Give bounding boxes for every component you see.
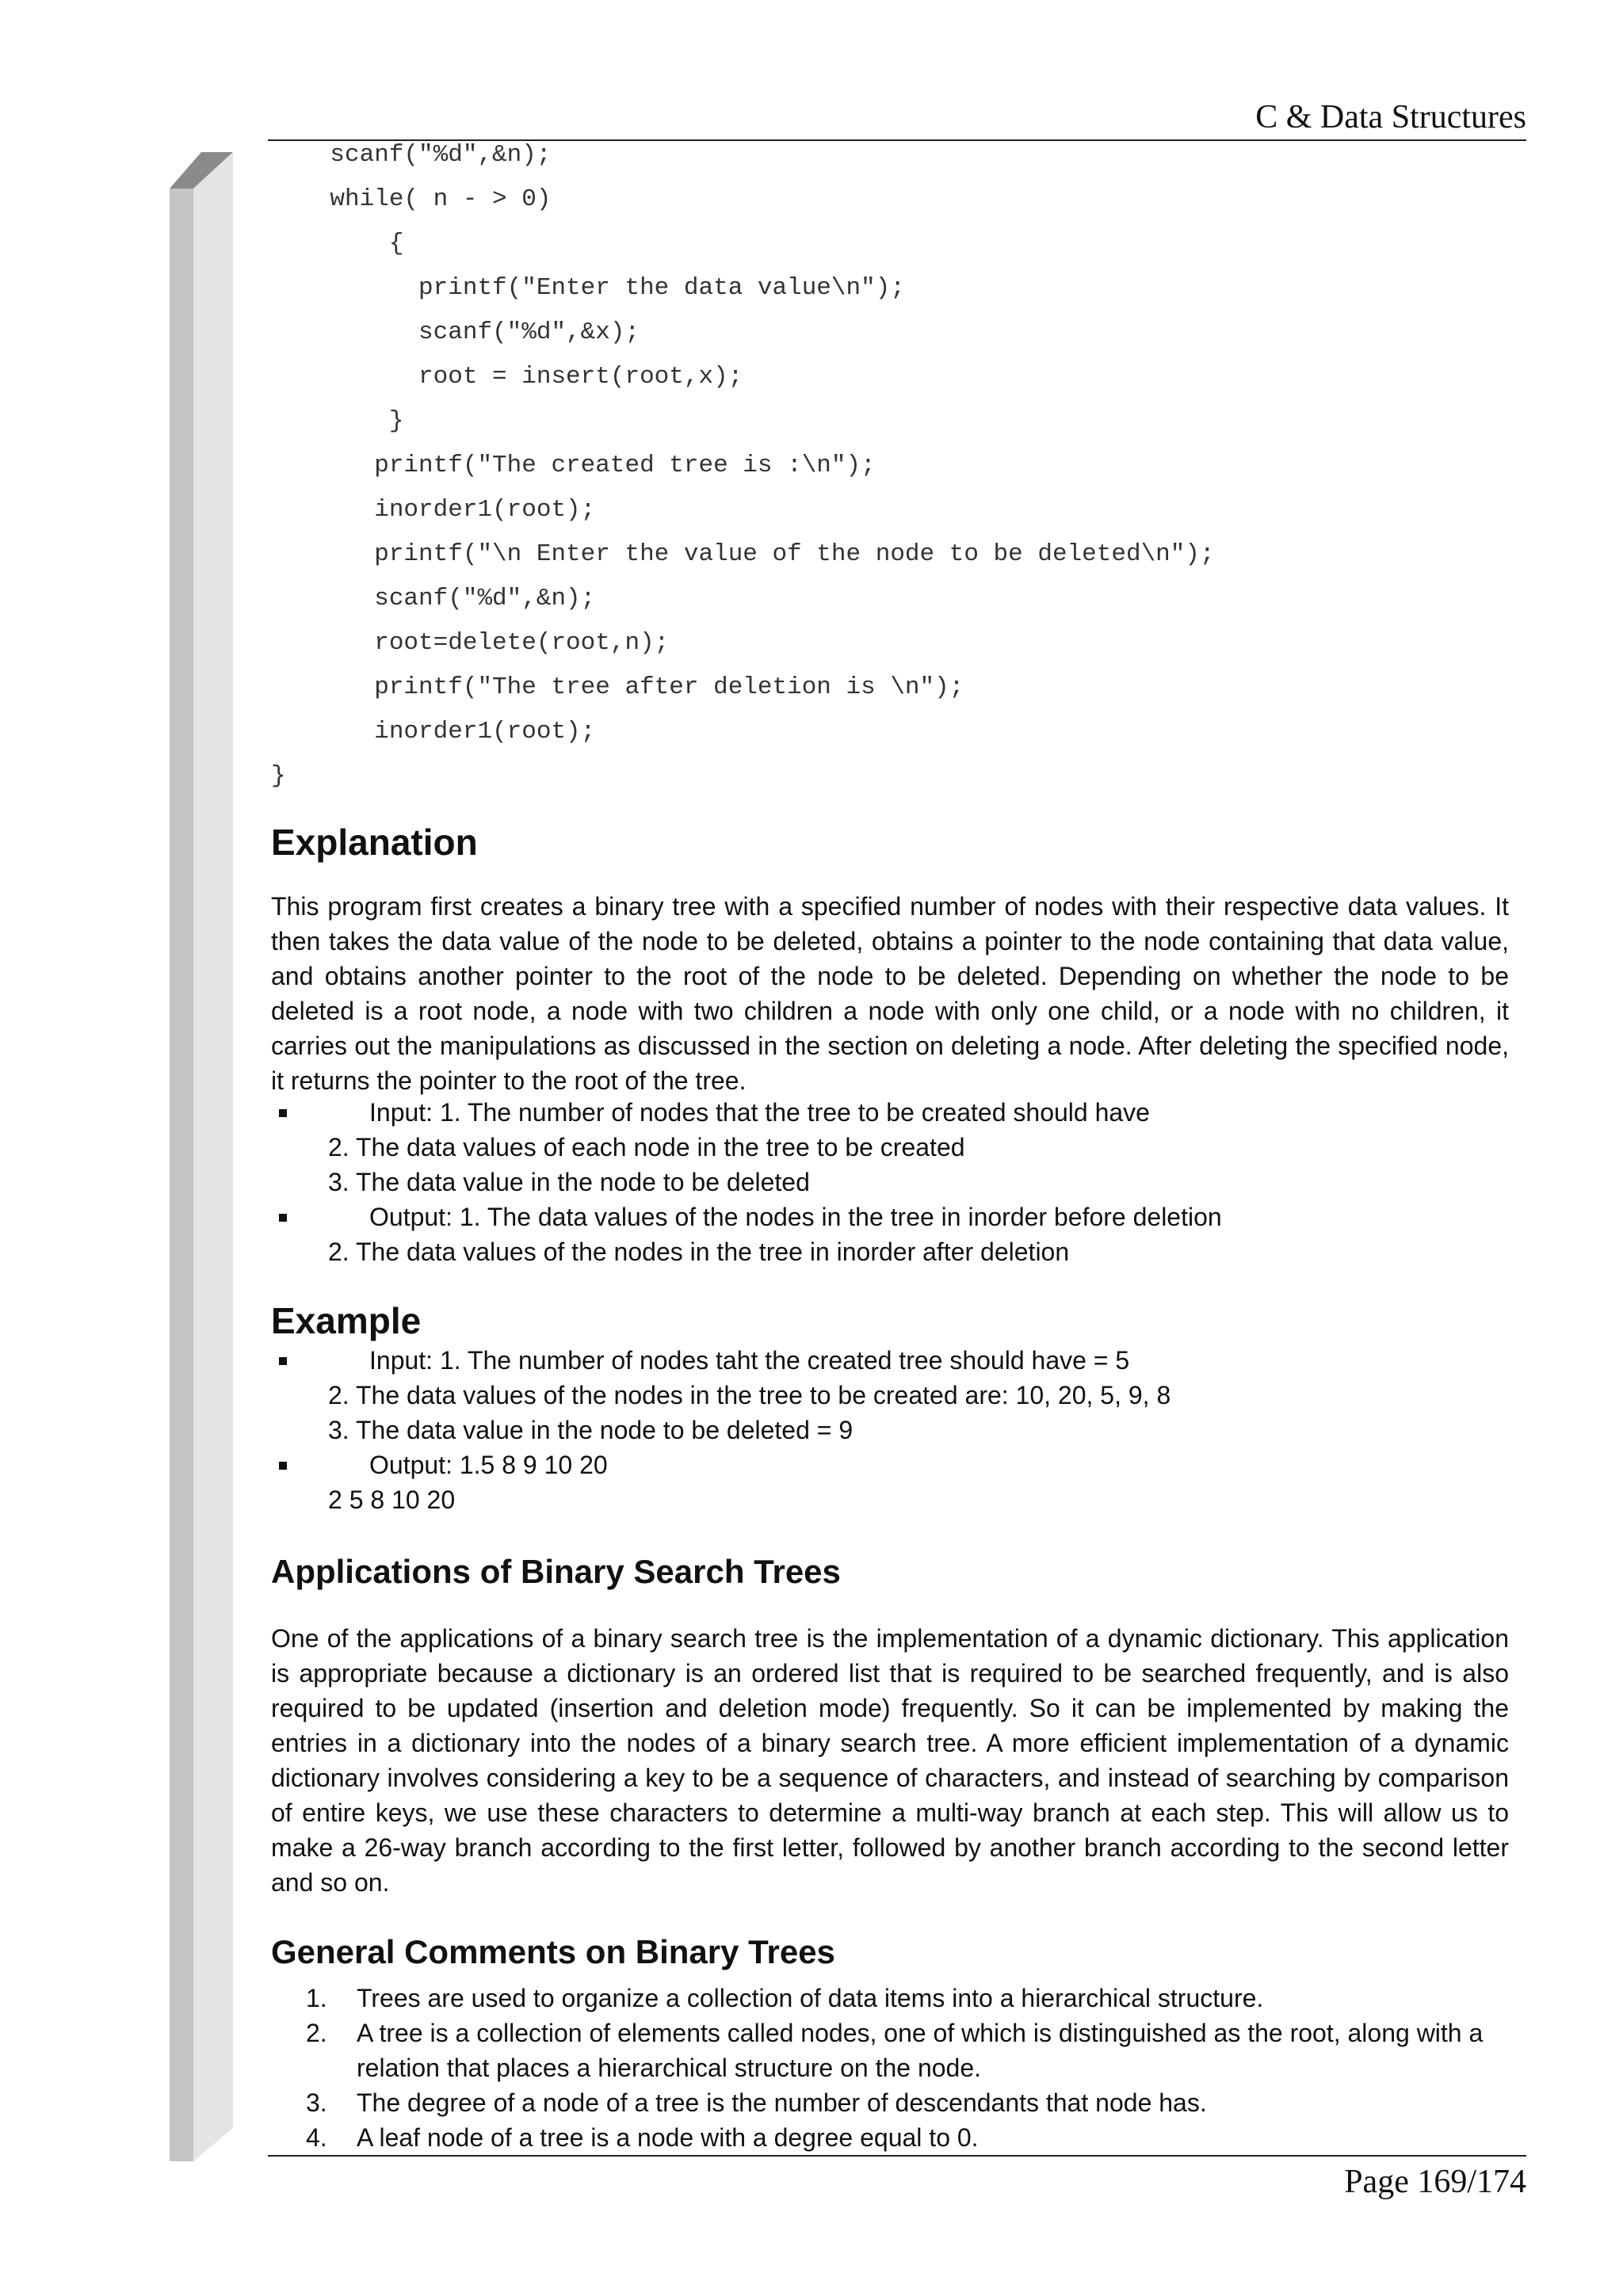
bullet-icon <box>279 1357 287 1365</box>
applications-heading: Applications of Binary Search Trees <box>271 1553 841 1590</box>
explanation-io-list <box>271 1095 1509 1269</box>
list-text: 2 5 8 10 20 <box>328 1486 456 1514</box>
item-number: 1. <box>306 1984 327 2012</box>
general-comments-heading: General Comments on Binary Trees <box>271 1933 835 1970</box>
list-item-input <box>271 1095 1509 1199</box>
list-item-output <box>271 1199 1509 1269</box>
item-number: 4. <box>306 2123 327 2152</box>
code-line: } <box>271 762 286 790</box>
numbered-item <box>271 1981 1509 2016</box>
list-item-input <box>271 1343 1509 1447</box>
code-block <box>271 133 1215 799</box>
list-text: 3. The data value in the node to be deleted = 9 <box>328 1416 854 1444</box>
page-number: Page 169/174 <box>1344 2164 1526 2200</box>
bullet-icon <box>279 1214 287 1222</box>
item-text: The degree of a node of a tree is the number of descendants that node has. <box>357 2088 1207 2117</box>
list-text: 2. The data values of each node in the tree to be created <box>328 1133 965 1161</box>
numbered-item <box>271 2120 1509 2155</box>
code-line: printf("\n Enter the value of the node to be deleted\n"); <box>271 540 1215 568</box>
item-text: A tree is a collection of elements called nodes, one of which is distinguished as the root, along with a relation that places a hierarchical structure on the node. <box>357 2019 1484 2082</box>
code-line: printf("The tree after deletion is \n"); <box>271 673 964 701</box>
explanation-heading: Explanation <box>271 822 478 863</box>
code-line: inorder1(root); <box>271 496 596 524</box>
side-decoration-bar <box>170 152 238 2161</box>
list-text: 2. The data values of the nodes in the tree to be created are: 10, 20, 5, 9, 8 <box>328 1381 1171 1409</box>
code-line: scanf("%d",&x); <box>271 318 640 346</box>
item-number: 3. <box>306 2088 327 2117</box>
code-line: printf("Enter the data value\n"); <box>271 274 905 302</box>
code-line: root=delete(root,n); <box>271 629 670 657</box>
list-text: Output: 1. The data values of the nodes in the tree in inorder before deletion <box>369 1203 1222 1231</box>
numbered-item <box>271 2085 1509 2120</box>
code-line: while( n - > 0) <box>271 185 552 213</box>
numbered-item <box>271 2016 1509 2085</box>
list-item-output <box>271 1447 1509 1517</box>
general-comments-list <box>271 1981 1509 2155</box>
list-text: 3. The data value in the node to be deleted <box>328 1168 810 1196</box>
applications-paragraph: One of the applications of a binary search tree is the implementation of a dynamic dictionary. This application is appropriate because a dictionary is an ordered list that is required to be searched frequently, and is also required to be updated (insertion and deletion mode) frequently. So it can be implemented by making the entries in a dictionary into the nodes of a binary search tree. A more efficient implementation of a dynamic dictionary involves considering a key to be a sequence of characters, and instead of searching by comparison of entire keys, we use these characters to determine a multi-way branch at each step. This will allow us to make a 26-way branch according to the first letter, followed by another branch according to the second letter and so on. <box>271 1624 1509 1897</box>
example-io-list <box>271 1343 1509 1517</box>
code-line: inorder1(root); <box>271 718 596 746</box>
example-heading: Example <box>271 1300 422 1341</box>
code-line: scanf("%d",&n); <box>271 585 596 612</box>
item-text: A leaf node of a tree is a node with a degree equal to 0. <box>357 2123 979 2152</box>
code-line: } <box>271 407 404 435</box>
bullet-icon <box>279 1462 287 1470</box>
code-line: { <box>271 230 404 257</box>
code-line: printf("The created tree is :\n"); <box>271 452 876 479</box>
list-text: Output: 1.5 8 9 10 20 <box>369 1451 608 1479</box>
footer-rule <box>268 2155 1526 2157</box>
explanation-paragraph: This program first creates a binary tree with a specified number of nodes with their respective data values. It then takes the data value of the node to be deleted, obtains a pointer to the node containing that data value, and obtains another pointer to the root of the node to be deleted. Depending on whether the node to be deleted is a root node, a node with two children a node with only one child, or a node with no children, it carries out the manipulations as discussed in the section on deleting a node. After deleting the specified node, it returns the pointer to the root of the tree. <box>271 892 1509 1095</box>
item-number: 2. <box>306 2019 327 2047</box>
item-text: Trees are used to organize a collection of data items into a hierarchical structure. <box>357 1984 1264 2012</box>
list-text: Input: 1. The number of nodes taht the created tree should have = 5 <box>369 1346 1130 1375</box>
header-title: C & Data Structures <box>1255 99 1526 135</box>
bullet-icon <box>279 1109 287 1117</box>
code-line: root = insert(root,x); <box>271 363 743 391</box>
code-line: scanf("%d",&n); <box>271 141 552 169</box>
list-text: 2. The data values of the nodes in the tree in inorder after deletion <box>328 1238 1070 1266</box>
list-text: Input: 1. The number of nodes that the tree to be created should have <box>369 1098 1150 1127</box>
